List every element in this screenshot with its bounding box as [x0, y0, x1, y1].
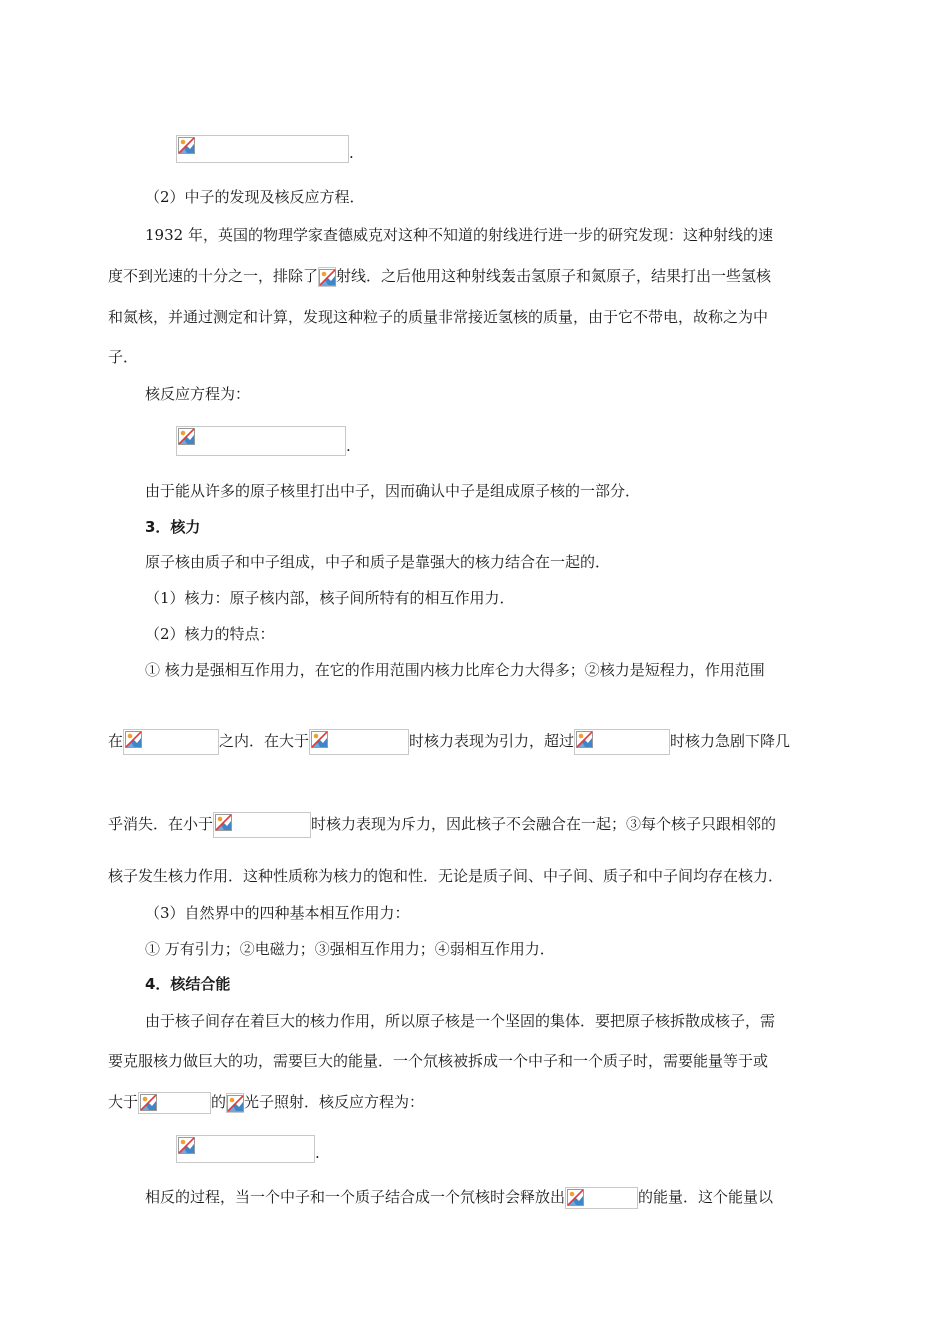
distance-image: [309, 729, 409, 755]
broken-image-icon: [576, 731, 593, 748]
broken-image-icon: [178, 1137, 195, 1154]
distance-image: [574, 729, 670, 755]
paragraph-line: （2）核力的特点：: [145, 625, 275, 643]
distance-image: [123, 729, 219, 755]
formula-image-2: [176, 426, 346, 456]
broken-image-icon: [215, 814, 232, 831]
formula-image-3: [176, 1135, 315, 1163]
paragraph-line: 乎消失．在小于 时核力表现为斥力，因此核子不会融合在一起；③每个核子只跟相邻的: [108, 812, 776, 838]
section-heading-binding-energy: 4．核结合能: [145, 975, 231, 993]
subsection-heading: （2）中子的发现及核反应方程．: [145, 188, 365, 206]
formula-line-1: .: [176, 135, 354, 163]
paragraph-line: 由于核子间存在着巨大的核力作用，所以原子核是一个坚固的集体．要把原子核拆散成核子，需: [145, 1012, 776, 1030]
paragraph-line: ① 核力是强相互作用力，在它的作用范围内核力比库仑力大得多；②核力是短程力，作用范围: [145, 661, 765, 679]
paragraph-line: 和氮核，并通过测定和计算，发现这种粒子的质量非常接近氢核的质量，由于它不带电，故称之为中: [108, 308, 769, 326]
broken-image-icon: [140, 1094, 157, 1111]
broken-image-icon: [227, 1095, 244, 1112]
broken-image-icon: [311, 731, 328, 748]
paragraph-line: （1）核力：原子核内部，核子间所特有的相互作用力．: [145, 589, 515, 607]
paragraph-line: ① 万有引力；②电磁力；③强相互作用力；④弱相互作用力．: [145, 940, 555, 958]
paragraph-line: 要克服核力做巨大的功，需要巨大的能量．一个氘核被拆成一个中子和一个质子时，需要能量等于或: [108, 1052, 769, 1070]
energy-image: [138, 1092, 211, 1114]
inline-symbol-image: [318, 267, 336, 287]
paragraph-line: 1932 年，英国的物理学家查德威克对这种不知道的射线进行进一步的研究发现：这种射线的速: [145, 226, 773, 244]
paragraph-line: 相反的过程，当一个中子和一个质子结合成一个氘核时会释放出 的能量．这个能量以: [145, 1187, 773, 1209]
broken-image-icon: [178, 428, 195, 445]
paragraph-line: 度不到光速的十分之一，排除了 射线．之后他用这种射线轰击氢原子和氮原子，结果打出一些氢核: [108, 267, 772, 285]
broken-image-icon: [567, 1189, 584, 1206]
paragraph-line: 原子核由质子和中子组成，中子和质子是靠强大的核力结合在一起的．: [145, 553, 611, 571]
paragraph-line: 由于能从许多的原子核里打出中子，因而确认中子是组成原子核的一部分．: [145, 482, 641, 500]
distance-image: [213, 812, 311, 838]
broken-image-icon: [319, 269, 336, 286]
paragraph-line: 子．: [108, 348, 139, 366]
formula-image-1: [176, 135, 349, 163]
energy-image: [565, 1187, 638, 1209]
section-heading-nuclear-force: 3．核力: [145, 518, 201, 536]
reaction-label: 核反应方程为：: [145, 385, 251, 403]
paragraph-line: （3）自然界中的四种基本相互作用力：: [145, 904, 410, 922]
inline-symbol-image: [226, 1093, 244, 1113]
paragraph-line: 核子发生核力作用．这种性质称为核力的饱和性．无论是质子间、中子间、质子和中子间均存在核力．: [108, 867, 784, 885]
paragraph-line: 在 之内．在大于 时核力表现为引力，超过 时核力急剧下降几: [108, 729, 790, 755]
broken-image-icon: [178, 137, 195, 154]
formula-line-3: .: [176, 1135, 320, 1163]
paragraph-line: 大于 的 光子照射．核反应方程为：: [108, 1092, 424, 1114]
broken-image-icon: [125, 731, 142, 748]
formula-line-2: .: [176, 426, 351, 456]
